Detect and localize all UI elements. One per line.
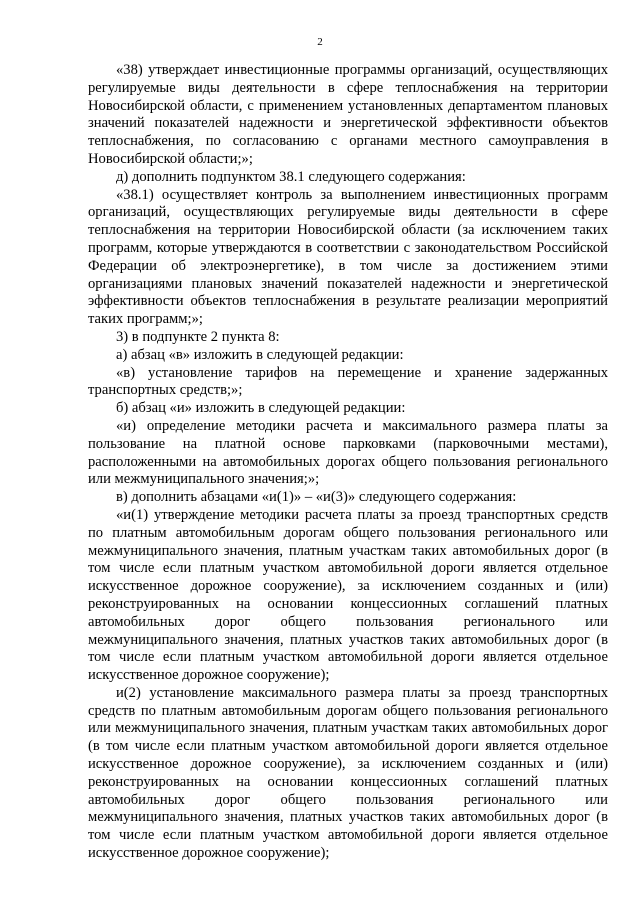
- paragraph-item-i2: и(2) установление максимального размера платы за проезд транспортных средств по платным автомобильным дорогам общего пользования регионального или межмуниципального значения, платным участкам таких автомобильных дорог (в том числе если платным участком автомобильной дороги является отдельное искусственное дорожное сооружение), за исключением созданных и (или) реконструированных на основании концессионных соглашений платных автомобильных дорог общего пользования регионального или межмуниципального значения, платных участков таких автомобильных дорог (в том числе если платным участком автомобильной дороги является отдельное искусственное дорожное сооружение);: [88, 684, 608, 862]
- paragraph-amend-d: д) дополнить подпунктом 38.1 следующего содержания:: [116, 168, 466, 185]
- paragraph-amend-v: в) дополнить абзацами «и(1)» – «и(3)» следующего содержания:: [116, 489, 517, 506]
- paragraph-amend-3: 3) в подпункте 2 пункта 8:: [116, 328, 280, 345]
- paragraph-item-38: «38) утверждает инвестиционные программы организаций, осуществляющих регулируемые виды деятельности в сфере теплоснабжения на территории Новосибирской области, с применением установленных департаментом плановых значений показателей надежности и энергетической эффективности объектов теплоснабжения, по согласованию с органами местного самоуправления в Новосибирской области;»;: [88, 62, 608, 167]
- paragraph-item-38-1: «38.1) осуществляет контроль за выполнением инвестиционных программ организаций, осуществляющих регулируемые виды деятельности в сфере теплоснабжения на территории Новосибирской области (за исключением таких программ, которые утверждаются в соответствии с законодательством Российской Федерации об электроэнергетике), в том числе за достижением этими организациями плановых значений показателей надежности и энергетической эффективности объектов теплоснабжения в результате реализации мероприятий таких программ;»;: [88, 186, 608, 328]
- paragraph-amend-a: а) абзац «в» изложить в следующей редакции:: [116, 346, 404, 363]
- paragraph-item-v: «в) установление тарифов на перемещение и хранение задержанных транспортных средств;»;: [88, 364, 608, 399]
- document-body: [88, 62, 608, 863]
- paragraph-item-i1: «и(1) утверждение методики расчета платы за проезд транспортных средств по платным автомобильным дорогам общего пользования регионального или межмуниципального значения, платным участкам таких автомобильных дорог (в том числе если платным участком автомобильной дороги является отдельное искусственное дорожное сооружение), за исключением созданных и (или) реконструированных на основании концессионных соглашений платных автомобильных дорог общего пользования регионального или межмуниципального значения, платных участков таких автомобильных дорог (в том числе если платным участком автомобильной дороги является отдельное искусственное дорожное сооружение);: [88, 506, 608, 684]
- paragraph-item-i: «и) определение методики расчета и максимального размера платы за пользование на платной основе парковками (парковочными местами), расположенными на автомобильных дорогах общего пользования регионального или межмуниципального значения;»;: [88, 417, 608, 488]
- paragraph-amend-b: б) абзац «и» изложить в следующей редакции:: [116, 400, 406, 417]
- page-number: 2: [317, 36, 323, 48]
